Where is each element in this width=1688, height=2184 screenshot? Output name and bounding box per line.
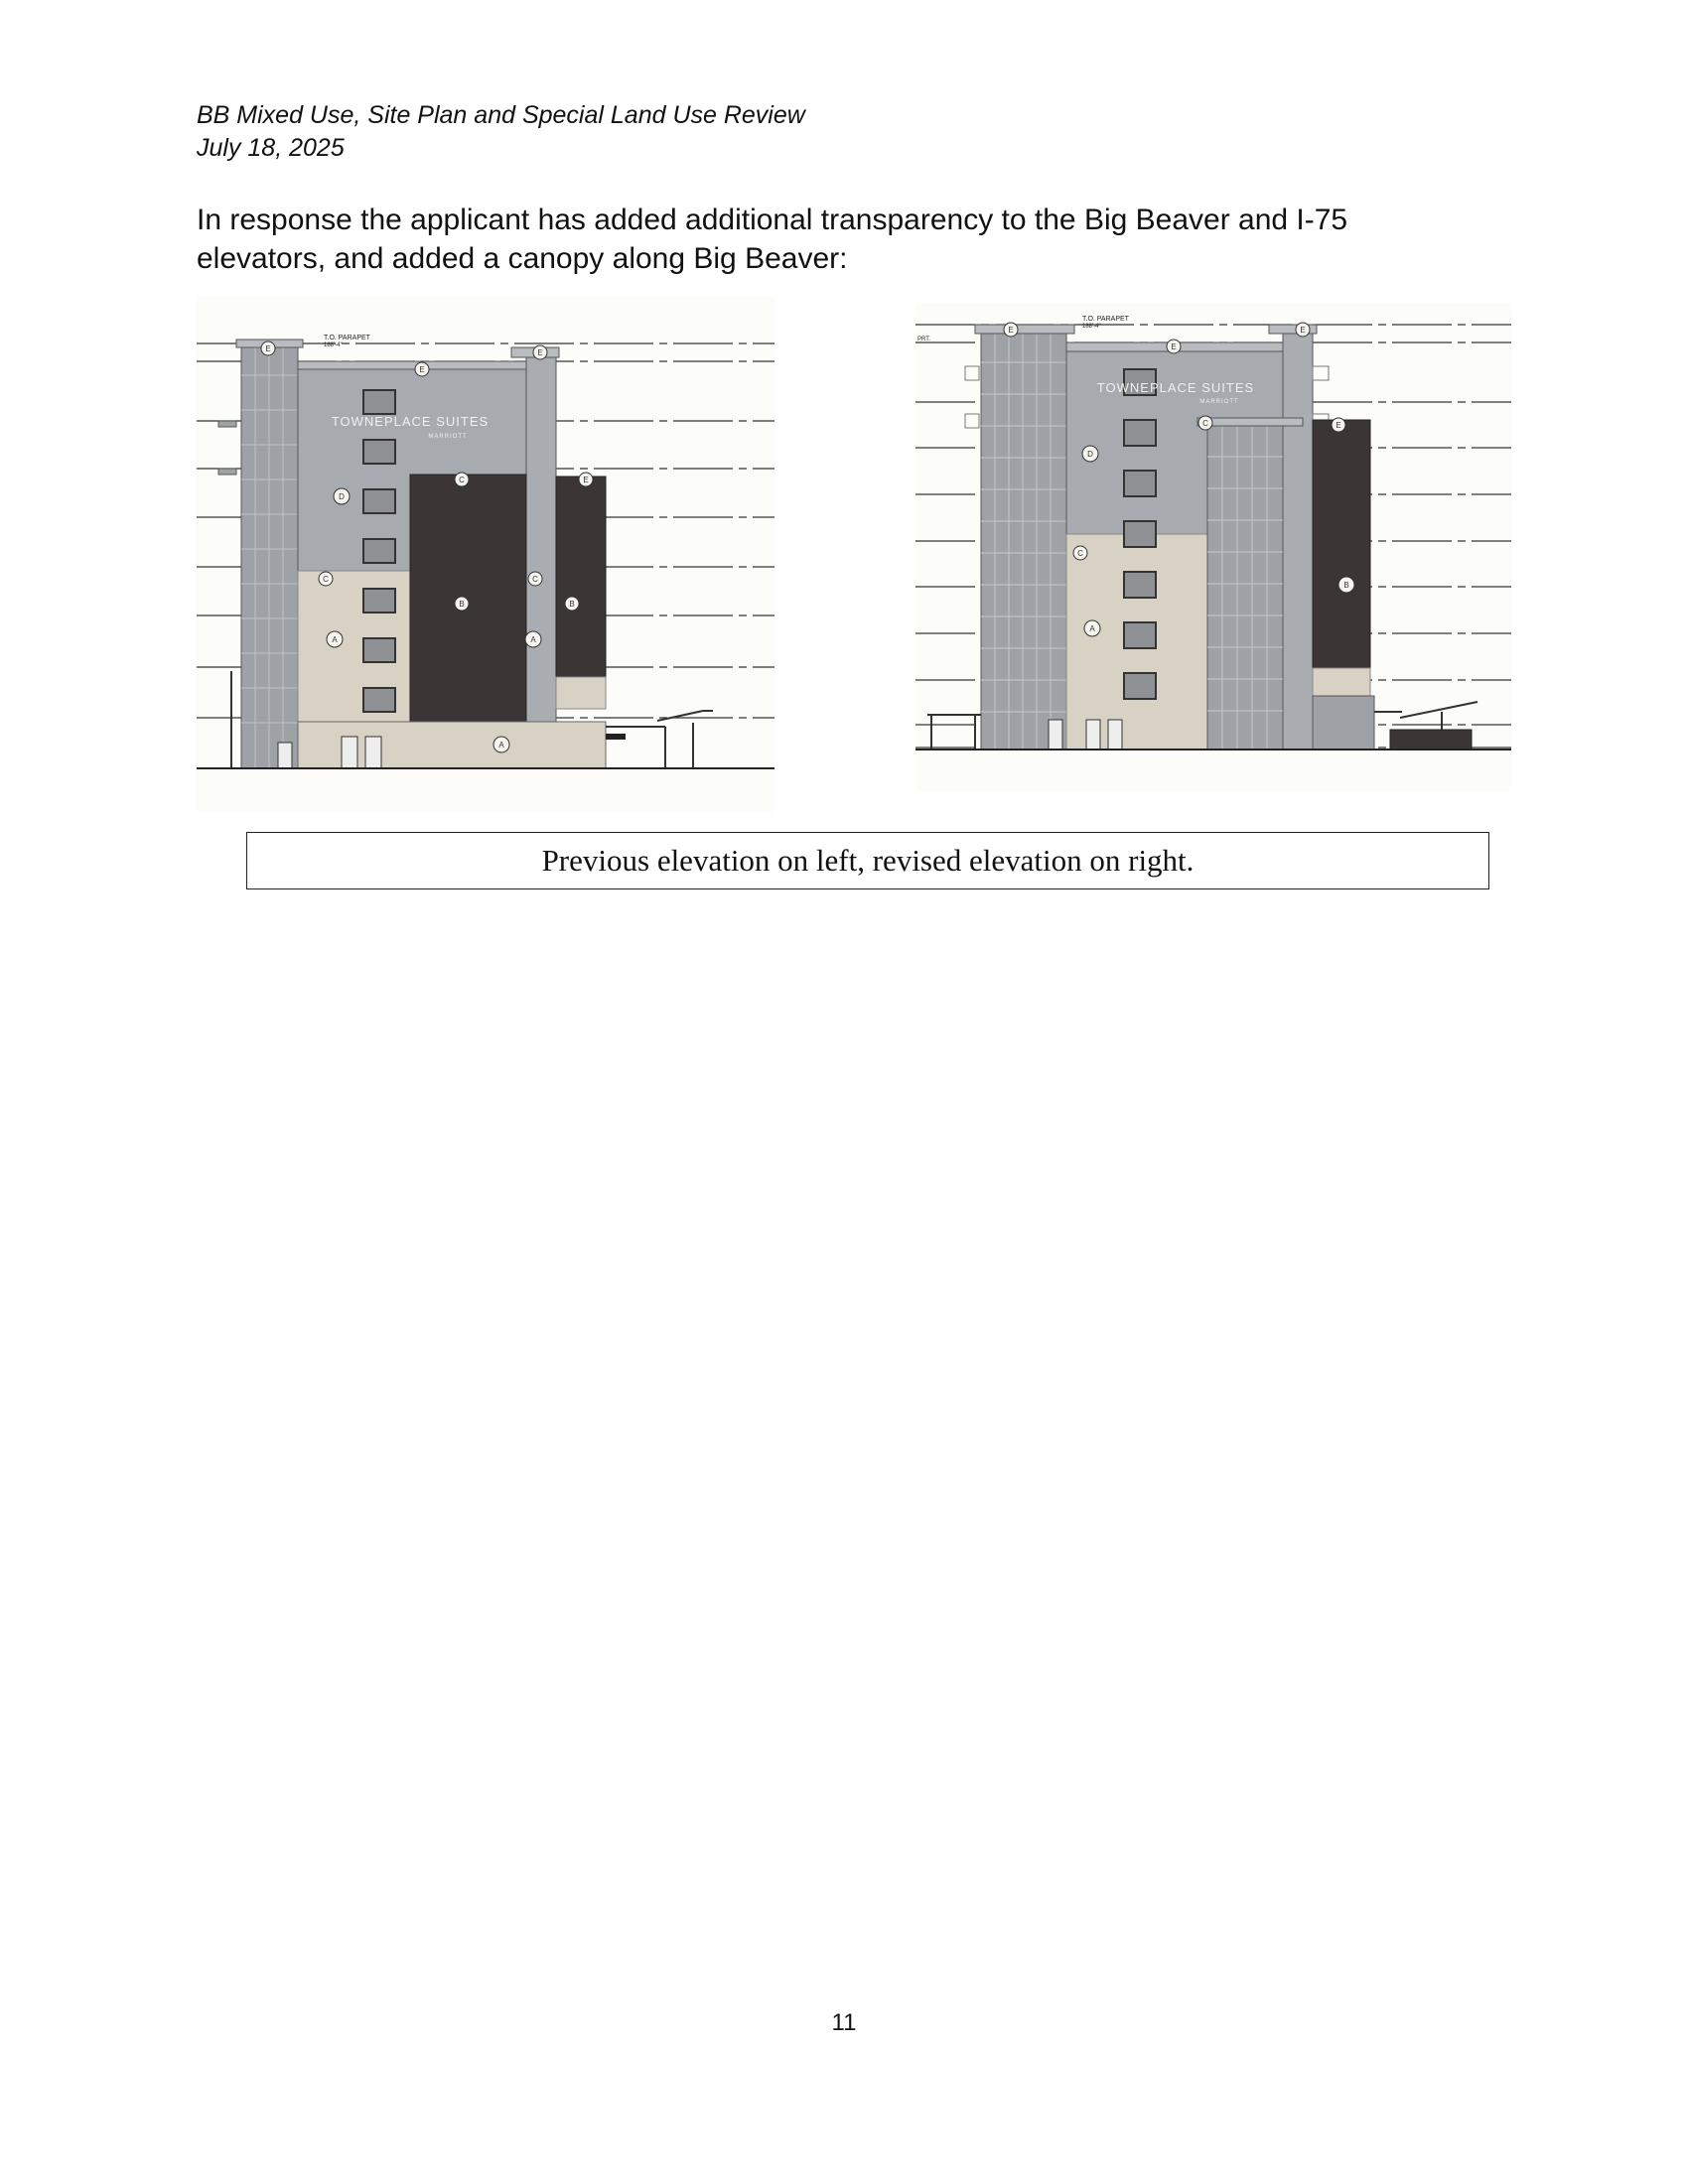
header-title: BB Mixed Use, Site Plan and Special Land Use Review [197, 101, 805, 129]
right-side-label: PRT. [917, 337, 930, 342]
tag-e: E [1171, 342, 1177, 351]
tag-c: C [459, 476, 465, 484]
document-header [197, 99, 805, 165]
revised-elevation-drawing [915, 303, 1511, 791]
tag-e: E [1300, 326, 1306, 335]
page-number: 11 [831, 2009, 857, 2036]
left-parapet-elev: 188'-4" [324, 342, 343, 348]
tag-b: B [1343, 581, 1349, 590]
tag-b: B [569, 600, 575, 609]
tag-e: E [265, 344, 271, 353]
left-sign-main: TOWNEPLACE SUITES [331, 414, 490, 429]
figure-caption: Previous elevation on left, revised elevation on right. [246, 832, 1489, 889]
header-date: July 18, 2025 [197, 134, 345, 162]
tag-d: D [1087, 450, 1093, 459]
left-sign-sub: MARRIOTT [428, 434, 468, 440]
tag-a: A [332, 635, 338, 644]
right-sign-main: TOWNEPLACE SUITES [1096, 380, 1255, 395]
right-sign-sub: MARRIOTT [1199, 399, 1239, 405]
tag-c: C [323, 575, 329, 584]
tag-e: E [537, 348, 543, 357]
tag-b: B [459, 600, 465, 609]
tag-c: C [1202, 419, 1208, 428]
right-parapet-elev: 188'-4" [1082, 324, 1101, 330]
previous-elevation-drawing [197, 296, 774, 812]
tag-c: C [532, 575, 538, 584]
tag-a: A [498, 741, 504, 750]
body-paragraph: In response the applicant has added additional transparency to the Big Beaver and I-75 elevators, and added a canopy along Big Beaver: [197, 204, 1348, 275]
tag-a: A [1089, 624, 1095, 633]
tag-d: D [339, 492, 345, 501]
tag-e: E [1336, 421, 1341, 430]
tag-e: E [419, 365, 425, 374]
tag-a: A [530, 635, 536, 644]
tag-e: E [583, 476, 589, 484]
right-parapet-label: T.O. PARAPET [1082, 316, 1129, 323]
left-parapet-label: T.O. PARAPET [324, 335, 370, 341]
tag-e: E [1008, 326, 1014, 335]
tag-c: C [1077, 549, 1083, 558]
